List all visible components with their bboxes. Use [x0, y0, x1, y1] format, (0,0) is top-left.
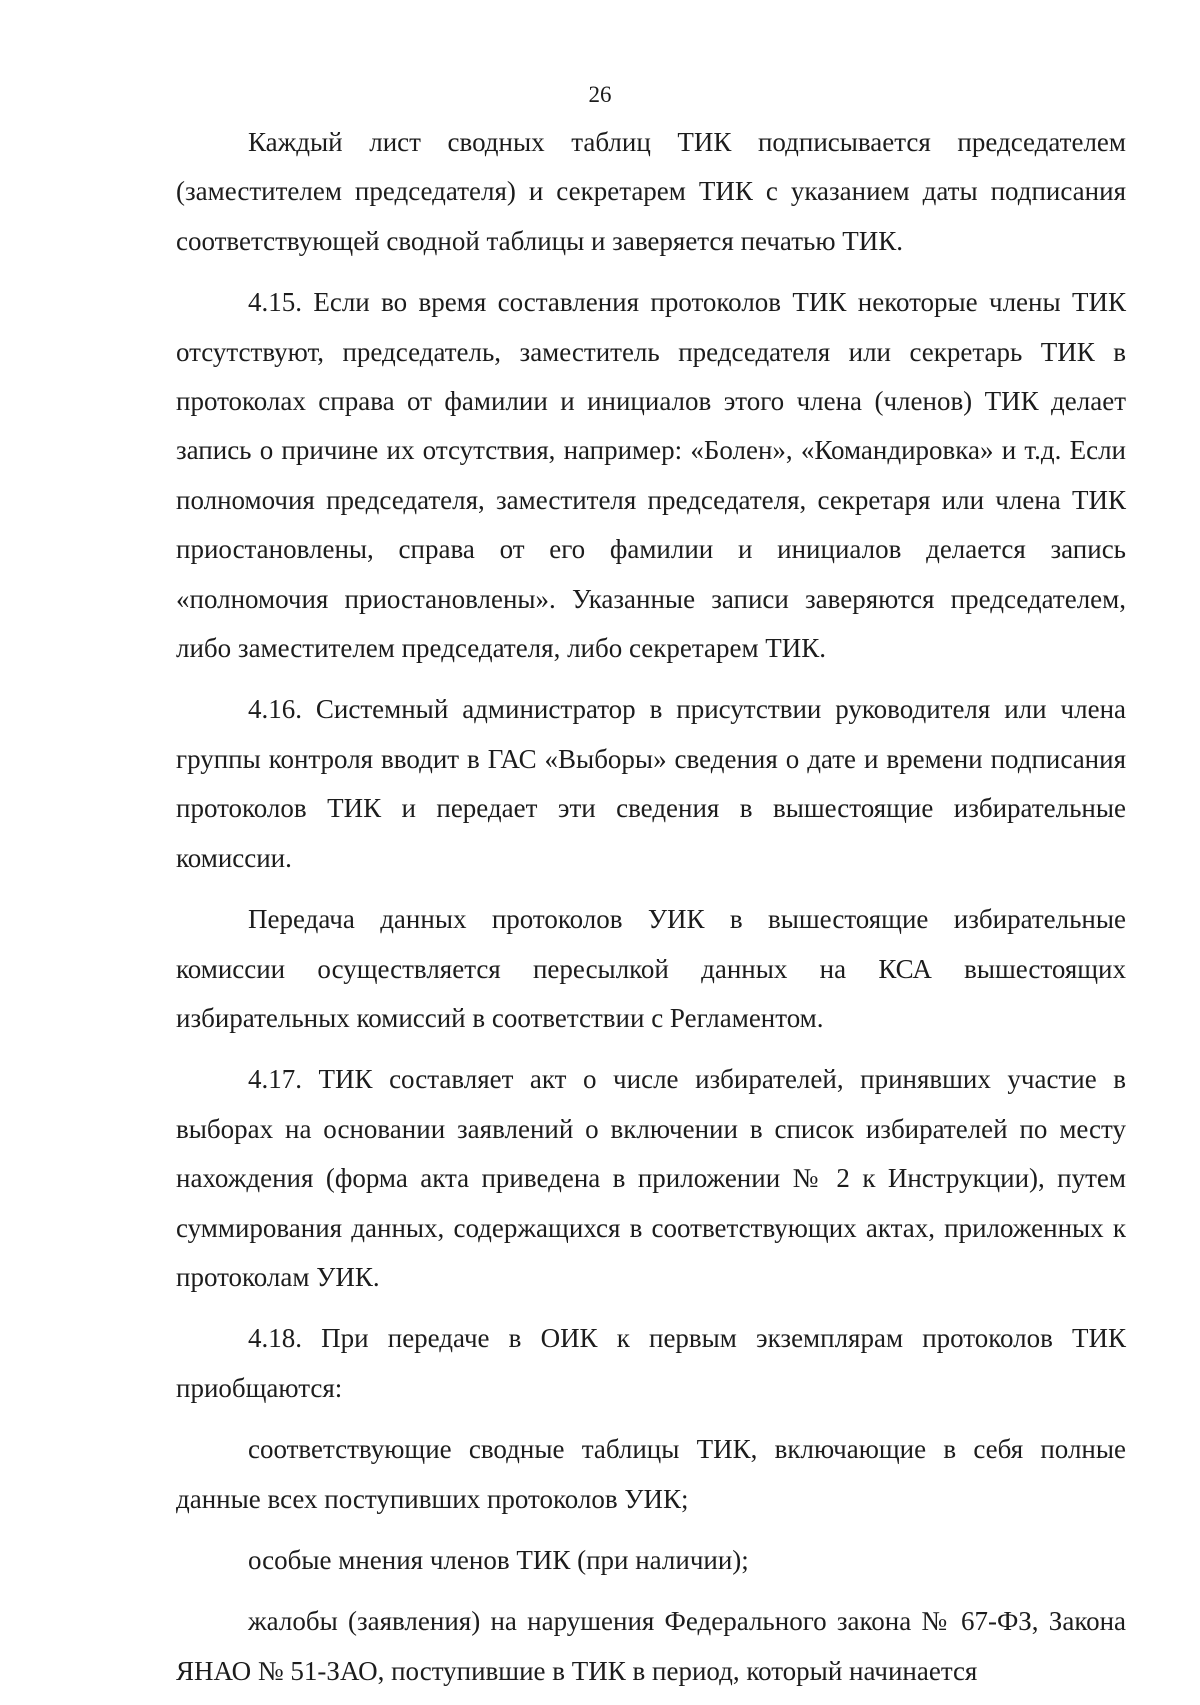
paragraph-4-16: 4.16. Системный администратор в присутствии руководителя или члена группы контроля вводит в ГАС «Выборы» сведения о дате и времени подписания протоколов ТИК и передает эти сведения в вышестоящие избирательные комиссии.: [176, 694, 1126, 873]
paragraph-summary-tables: соответствующие сводные таблицы ТИК, включающие в себя полные данные всех поступивших протоколов УИК;: [176, 1434, 1126, 1514]
paragraph-signing-tables: Каждый лист сводных таблиц ТИК подписывается председателем (заместителем председателя) и секретарем ТИК с указанием даты подписания соответствующей сводной таблицы и заверяется печатью ТИК.: [176, 127, 1126, 256]
document-body: [176, 118, 1126, 1696]
paragraph-complaints: жалобы (заявления) на нарушения Федерального закона № 67-ФЗ, Закона ЯНАО № 51-ЗАО, поступившие в ТИК в период, который начинается: [176, 1606, 1126, 1686]
paragraph-data-transfer: Передача данных протоколов УИК в вышестоящие избирательные комиссии осуществляется пересылкой данных на КСА вышестоящих избирательных комиссий в соответствии с Регламентом.: [176, 904, 1126, 1033]
page-number: 26: [588, 82, 612, 107]
paragraph-4-15: 4.15. Если во время составления протоколов ТИК некоторые члены ТИК отсутствуют, председатель, заместитель председателя или секретарь ТИК в протоколах справа от фамилии и инициалов этого члена (членов) ТИК делает запись о причине их отсутствия, например: «Болен», «Командировка» и т.д. Если полномочия председателя, заместителя председателя, секретаря или члена ТИК приостановлены, справа от его фамилии и инициалов делается запись «полномочия приостановлены». Указанные записи заверяются председателем, либо заместителем председателя, либо секретарем ТИК.: [176, 287, 1126, 664]
paragraph-4-17: 4.17. ТИК составляет акт о числе избирателей, принявших участие в выборах на основании заявлений о включении в список избирателей по месту нахождения (форма акта приведена в приложении № 2 к Инструкции), путем суммирования данных, содержащихся в соответствующих актах, приложенных к протоколам УИК.: [176, 1064, 1126, 1292]
paragraph-special-opinions: особые мнения членов ТИК (при наличии);: [248, 1544, 749, 1575]
paragraph-4-18: 4.18. При передаче в ОИК к первым экземплярам протоколов ТИК приобщаются:: [176, 1323, 1126, 1403]
